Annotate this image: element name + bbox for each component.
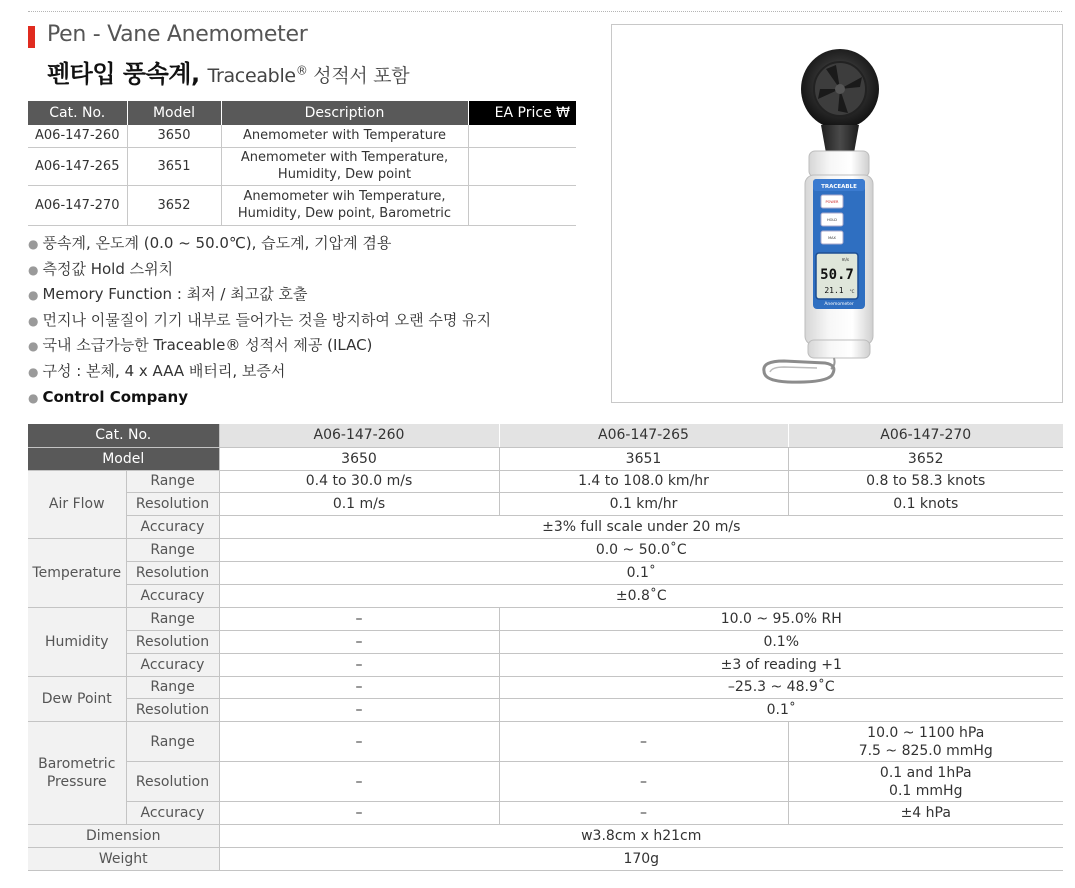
table-row [28, 493, 1063, 516]
cat-no-label: Cat. No. [28, 424, 219, 447]
lcd-sub-unit: °C [849, 289, 855, 294]
table-row [28, 584, 1063, 607]
barometric-accuracy-2: – [499, 802, 788, 825]
range-label: Range [126, 470, 219, 493]
table-row [28, 607, 1063, 630]
page-title-english: Pen - Vane Anemometer [47, 22, 308, 47]
header-model: Model [127, 101, 221, 125]
price [468, 147, 576, 185]
list-item: ● 구성 : 본체, 4 x AAA 배터리, 보증서 [28, 361, 286, 380]
humidity-resolution-1: – [219, 630, 499, 653]
table-row [28, 802, 1063, 825]
table-row [28, 562, 1063, 585]
model-2: 3651 [499, 447, 788, 470]
spec-header-cat [28, 424, 1063, 447]
cat-no: A06-147-260 [28, 125, 127, 147]
air-flow-resolution-1: 0.1 m/s [219, 493, 499, 516]
table-row [28, 848, 1063, 871]
table-row [28, 676, 1063, 699]
model: 3652 [127, 185, 221, 225]
accuracy-label: Accuracy [126, 802, 219, 825]
hold-button-label: HOLD [826, 218, 838, 222]
model: 3650 [127, 125, 221, 147]
humidity-accuracy-1: – [219, 653, 499, 676]
header-cat-no: Cat. No. [28, 101, 127, 125]
dimension-label: Dimension [28, 825, 219, 848]
barometric-resolution-1: – [219, 762, 499, 802]
humidity-range-2: 10.0 ~ 95.0% RH [499, 607, 1063, 630]
list-item: ● 국내 소급가능한 Traceable® 성적서 제공 (ILAC) [28, 336, 373, 355]
range-label: Range [126, 539, 219, 562]
humidity-resolution-2: 0.1% [499, 630, 1063, 653]
title-korean-text: 펜타입 풍속계, [47, 60, 200, 88]
model: 3651 [127, 147, 221, 185]
humidity-range-1: – [219, 607, 499, 630]
table-row [28, 147, 576, 185]
lcd-unit: m/s [841, 257, 849, 262]
accuracy-label: Accuracy [126, 653, 219, 676]
group-barometric-pressure: Barometric Pressure [28, 722, 126, 825]
barometric-range-2: – [499, 722, 788, 762]
cat-no: A06-147-270 [28, 185, 127, 225]
range-label: Range [126, 676, 219, 699]
barometric-accuracy-1: – [219, 802, 499, 825]
air-flow-resolution-2: 0.1 km/hr [499, 493, 788, 516]
dew-point-range-1: – [219, 676, 499, 699]
model-label: Model [28, 447, 219, 470]
table-row [28, 516, 1063, 539]
group-dew-point: Dew Point [28, 676, 126, 722]
table-row [28, 825, 1063, 848]
table-row [28, 762, 1063, 802]
dew-point-range-2: –25.3 ~ 48.9˚C [499, 676, 1063, 699]
header-description: Description [221, 101, 468, 125]
table-row [28, 539, 1063, 562]
dimension-value: w3.8cm x h21cm [219, 825, 1063, 848]
title-suffix: Traceable® 성적서 포함 [207, 63, 410, 87]
carabiner-icon [764, 358, 835, 382]
barometric-range-1: – [219, 722, 499, 762]
description: Anemometer with Temperature [221, 125, 468, 147]
spec-table [28, 424, 1063, 871]
cat-no: A06-147-265 [28, 147, 127, 185]
product-photo [611, 24, 1063, 403]
weight-label: Weight [28, 848, 219, 871]
table-row [28, 699, 1063, 722]
air-flow-resolution-3: 0.1 knots [788, 493, 1063, 516]
range-label: Range [126, 722, 219, 762]
barometric-resolution-2: – [499, 762, 788, 802]
cat-no-3: A06-147-270 [788, 424, 1063, 447]
price [468, 125, 576, 147]
air-flow-range-1: 0.4 to 30.0 m/s [219, 470, 499, 493]
description: Anemometer with Temperature, Humidity, Dew point [221, 147, 468, 185]
temperature-resolution: 0.1˚ [219, 562, 1063, 585]
vane-head-icon [801, 49, 879, 153]
air-flow-range-2: 1.4 to 108.0 km/hr [499, 470, 788, 493]
brand-label: TRACEABLE [821, 184, 857, 190]
weight-value: 170g [219, 848, 1063, 871]
air-flow-range-3: 0.8 to 58.3 knots [788, 470, 1063, 493]
barometric-accuracy-3: ±4 hPa [788, 802, 1063, 825]
spec-header-model [28, 447, 1063, 470]
top-divider [28, 11, 1062, 12]
dew-point-resolution-2: 0.1˚ [499, 699, 1063, 722]
model-3: 3652 [788, 447, 1063, 470]
table-row [28, 653, 1063, 676]
resolution-label: Resolution [126, 630, 219, 653]
table-row [28, 125, 576, 147]
model-1: 3650 [219, 447, 499, 470]
list-item: ● 먼지나 이물질이 기기 내부로 들어가는 것을 방지하여 오랜 수명 유지 [28, 310, 492, 329]
device-label: Anemometer [824, 302, 854, 307]
description: Anemometer wih Temperature, Humidity, Dew point, Barometric [221, 185, 468, 225]
table-row [28, 722, 1063, 762]
resolution-label: Resolution [126, 562, 219, 585]
barometric-resolution-3: 0.1 and 1hPa 0.1 mmHg [788, 762, 1063, 802]
list-item: ● Memory Function : 최저 / 최고값 호출 [28, 285, 308, 304]
list-item: ● 풍속계, 온도계 (0.0 ~ 50.0℃), 습도계, 기압계 겸용 [28, 234, 392, 252]
max-button-label: MAX [828, 236, 836, 240]
accuracy-label: Accuracy [126, 584, 219, 607]
lcd-main-reading: 50.7 [820, 267, 854, 283]
air-flow-accuracy: ±3% full scale under 20 m/s [219, 516, 1063, 539]
dew-point-resolution-1: – [219, 699, 499, 722]
anemometer-illustration [612, 25, 1062, 402]
temperature-accuracy: ±0.8˚C [219, 584, 1063, 607]
group-temperature: Temperature [28, 539, 126, 608]
title-accent-bar [28, 26, 35, 48]
cat-no-1: A06-147-260 [219, 424, 499, 447]
humidity-accuracy-2: ±3 of reading +1 [499, 653, 1063, 676]
price [468, 185, 576, 225]
list-item: ● 측정값 Hold 스위치 [28, 259, 174, 278]
list-item: ● Control Company [28, 387, 188, 406]
power-button-label: POWER [825, 200, 839, 204]
table-row [28, 630, 1063, 653]
device-body [805, 151, 873, 358]
feature-list [28, 232, 491, 411]
lcd-sub-reading: 21.1 [824, 286, 844, 295]
cat-no-2: A06-147-265 [499, 424, 788, 447]
range-label: Range [126, 607, 219, 630]
table-row [28, 470, 1063, 493]
accuracy-label: Accuracy [126, 516, 219, 539]
resolution-label: Resolution [126, 762, 219, 802]
resolution-label: Resolution [126, 699, 219, 722]
header-price: EA Price ₩ [468, 101, 576, 125]
price-table-header [28, 101, 576, 125]
barometric-range-3: 10.0 ~ 1100 hPa 7.5 ~ 825.0 mmHg [788, 722, 1063, 762]
group-humidity: Humidity [28, 607, 126, 676]
group-air-flow: Air Flow [28, 470, 126, 539]
price-table [28, 101, 576, 226]
resolution-label: Resolution [126, 493, 219, 516]
table-row [28, 185, 576, 225]
temperature-range: 0.0 ~ 50.0˚C [219, 539, 1063, 562]
page-title-korean [47, 54, 409, 89]
